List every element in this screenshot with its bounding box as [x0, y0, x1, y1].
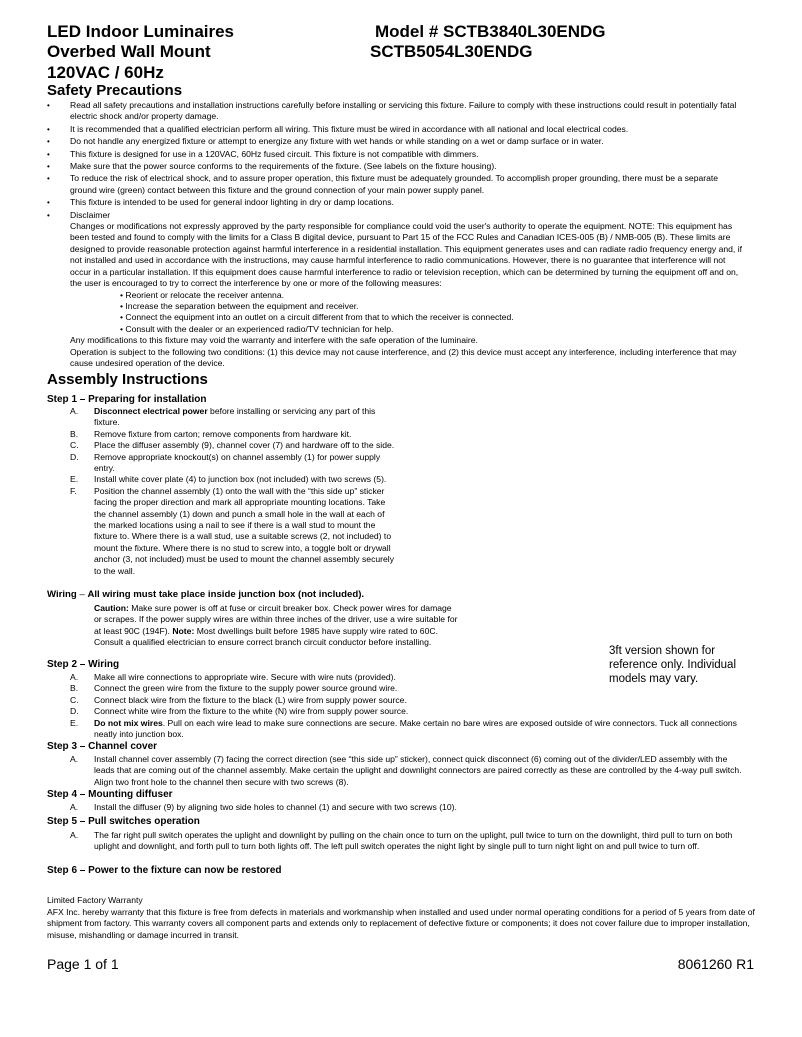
step3-list: [47, 754, 742, 788]
step3-title: Step 3 – Channel cover: [47, 741, 158, 752]
safety-section: [47, 100, 742, 369]
voltage-rating: 120VAC / 60Hz: [47, 63, 164, 82]
document-number: 8061260 R1: [677, 956, 754, 972]
step4-list: [47, 802, 742, 813]
step1-item: F. Position the channel assembly (1) onto the wall with the “this side up” sticker facing the proper direction and mark all appropriate mounting locations. Take the channel assembly (1) down and punch a small hole in the wall at each of the marked locations using a nail to see if there is a wall stud to mount the fixture to. Where there is a wall stud, use a suitable screws (2, not included) to mount the fixture. Where there is no stud to screw into, a toggle bolt or drywall anchor (3, not included) must be used to mount the channel assembly securely to the wall.: [70, 485, 394, 576]
step5-title: Step 5 – Pull switches operation: [47, 816, 200, 827]
step1-title: Step 1 – Preparing for installation: [47, 394, 207, 405]
step1-list: [47, 406, 397, 577]
step1-item: B. Remove fixture from carton; remove components from hardware kit.: [70, 428, 352, 439]
model-number: Model # SCTB3840L30ENDG: [375, 22, 606, 41]
safety-item: • To reduce the risk of electrical shock, and to assure proper operation, this fixture must be adequately grounded. To accomplish proper grounding, there must be a separate ground wire (green) contact between this fixture and the ground connection of your main power supply panel.: [47, 173, 742, 196]
safety-item: • It is recommended that a qualified electrician perform all wiring. This fixture must be wired in accordance with all national and local electrical codes.: [47, 124, 742, 135]
step1-item: E. Install white cover plate (4) to junction box (not included) with two screws (5).: [70, 474, 387, 485]
operation-note: Operation is subject to the following two conditions: (1) this device may not cause interference, and (2) this device must accept any interference, including interference that may cause undesired operation of the device.: [70, 346, 737, 368]
step2-item: A. Make all wire connections to appropriate wire. Secure with wire nuts (provided).: [70, 672, 396, 682]
step2-item: B. Connect the green wire from the fixture to the supply power source ground wire.: [70, 683, 398, 694]
safety-item: • Make sure that the power source conforms to the requirements of the fixture. (See labels on the fixture housing).: [47, 161, 742, 172]
measure-item: • Increase the separation between the equipment and receiver.: [120, 300, 359, 311]
step2-item: D. Connect white wire from the fixture to the white (N) wire from supply power source.: [70, 706, 409, 717]
safety-item: • This fixture is intended to be used for general indoor lighting in dry or damp locations.: [47, 197, 742, 208]
reference-note: 3ft version shown for reference only. Individual models may vary.: [609, 645, 736, 685]
safety-item: • Do not handle any energized fixture or attempt to energize any fixture with wet hands or while standing on a wet or damp surface or in water.: [47, 136, 742, 147]
step2-title: Step 2 – Wiring: [47, 659, 120, 670]
product-subtitle: Overbed Wall Mount: [47, 42, 211, 61]
measure-item: • Connect the equipment into an outlet on a circuit different from that to which the receiver is connected.: [120, 312, 514, 323]
warranty-title: Limited Factory Warranty: [47, 895, 143, 905]
caution-block: Caution: Make sure power is off at fuse or circuit breaker box. Check power wires for damage or scrapes. If the power supply wires are within three inches of the driver, use a wire suitable for at least 90C (194F). Note: Most dwellings built before 1985 have supply wire rated to 60C. Consult a qualified electrician to ensure correct branch circuit conductor before installing.: [94, 603, 458, 648]
step6-title: Step 6 – Power to the fixture can now be restored: [47, 865, 282, 876]
step4-item: A. Install the diffuser (9) by aligning two side holes to channel (1) and secure with two screws (10).: [70, 802, 457, 812]
product-title: LED Indoor Luminaires: [47, 22, 235, 41]
disclaimer-text: Changes or modifications not expressly approved by the party responsible for compliance could void the user's authority to operate the equipment. NOTE: This equipment has been tested and found to comply with the limits for a Class B digital device, pursuant to Part 15 of the FCC Rules and Canadian ICES-005 (B) / NMB-005 (B). These limits are designed to provide reasonable protection against harmful interference in a residential installation. This equipment generates uses and can radiate radio frequency energy and, if not installed and used in accordance with the instructions, may cause harmful interference to radio communications. However, there is no guarantee that interference will not occur in a particular installation. If this equipment does cause harmful interference to radio or television reception, which can be determined by turning the equipment off and on, the user is encouraged to try to correct the interference by one or more of the following measures:: [70, 221, 743, 289]
step4-title: Step 4 – Mounting diffuser: [47, 789, 173, 800]
model-number-2: SCTB5054L30ENDG: [370, 42, 533, 61]
safety-item: • Read all safety precautions and installation instructions carefully before installing or servicing this fixture. Failure to comply with these instructions could result in potentially fatal electric shock and/or property damage.: [47, 100, 742, 123]
step5-list: [47, 830, 742, 853]
page-number: Page 1 of 1: [47, 956, 119, 972]
safety-item-disclaimer: • Disclaimer: [47, 210, 742, 221]
modification-note: Any modifications to this fixture may void the warranty and interfere with the safe operation of the luminaire.: [70, 335, 478, 346]
warranty-text: AFX Inc. hereby warranty that this fixture is free from defects in materials and workmanship when installed and used under normal operating conditions for a period of 5 years from date of shipment from factory. This warranty covers all component parts and extends only to replacement of defective fixture or components; it does not cover failure due to improper installation, misuse, mishandling or damage incurred in transit.: [47, 907, 755, 940]
step2-item: E. Do not mix wires. Pull on each wire lead to make sure connections are secure. Make certain no bare wires are exposed outside of wire connectors. Tuck all connections neatly into junction box.: [70, 717, 737, 740]
step1-item: A. Disconnect electrical power before installing or servicing any part of this fixture.: [70, 406, 376, 428]
step3-item: A. Install channel cover assembly (7) facing the correct direction (see “this side up” sticker), connect quick disconnect (6) coming out of the divider/LED assembly with the leads that are coming out of the channel assembly. Make certain the uplight and downlight connectors are paired correctly as these are controlled by the 4-way pull switch. Align two front hole to the channel then secure with two screws (8).: [70, 754, 742, 787]
step1-item: C. Place the diffuser assembly (9), channel cover (7) and hardware off to the side.: [70, 440, 395, 451]
step5-item: A. The far right pull switch operates the uplight and downlight by pulling on the chain once to turn on the uplight, pull twice to turn on the downlight, third pull to turn on both uplight and downlight, and forth pull to turn both lights off. The left pull switch operates the night light by single pull to turn night light on and pull twice to turn off.: [70, 830, 733, 852]
step1-item: D. Remove appropriate knockout(s) on channel assembly (1) for power supply entry.: [70, 451, 381, 474]
measure-item: • Reorient or relocate the receiver antenna.: [120, 289, 284, 300]
step2-item: C. Connect black wire from the fixture to the black (L) wire from supply power source.: [70, 694, 407, 705]
safety-list: [47, 100, 742, 221]
assembly-heading: Assembly Instructions: [47, 371, 208, 388]
safety-item: • This fixture is designed for use in a 120VAC, 60Hz fused circuit. This fixture is not compatible with dimmers.: [47, 149, 742, 160]
step2-list: [47, 672, 742, 740]
measure-item: • Consult with the dealer or an experienced radio/TV technician for help.: [120, 323, 394, 334]
safety-heading: Safety Precautions: [47, 82, 183, 99]
wiring-heading: Wiring – All wiring must take place inside junction box (not included).: [47, 589, 365, 600]
